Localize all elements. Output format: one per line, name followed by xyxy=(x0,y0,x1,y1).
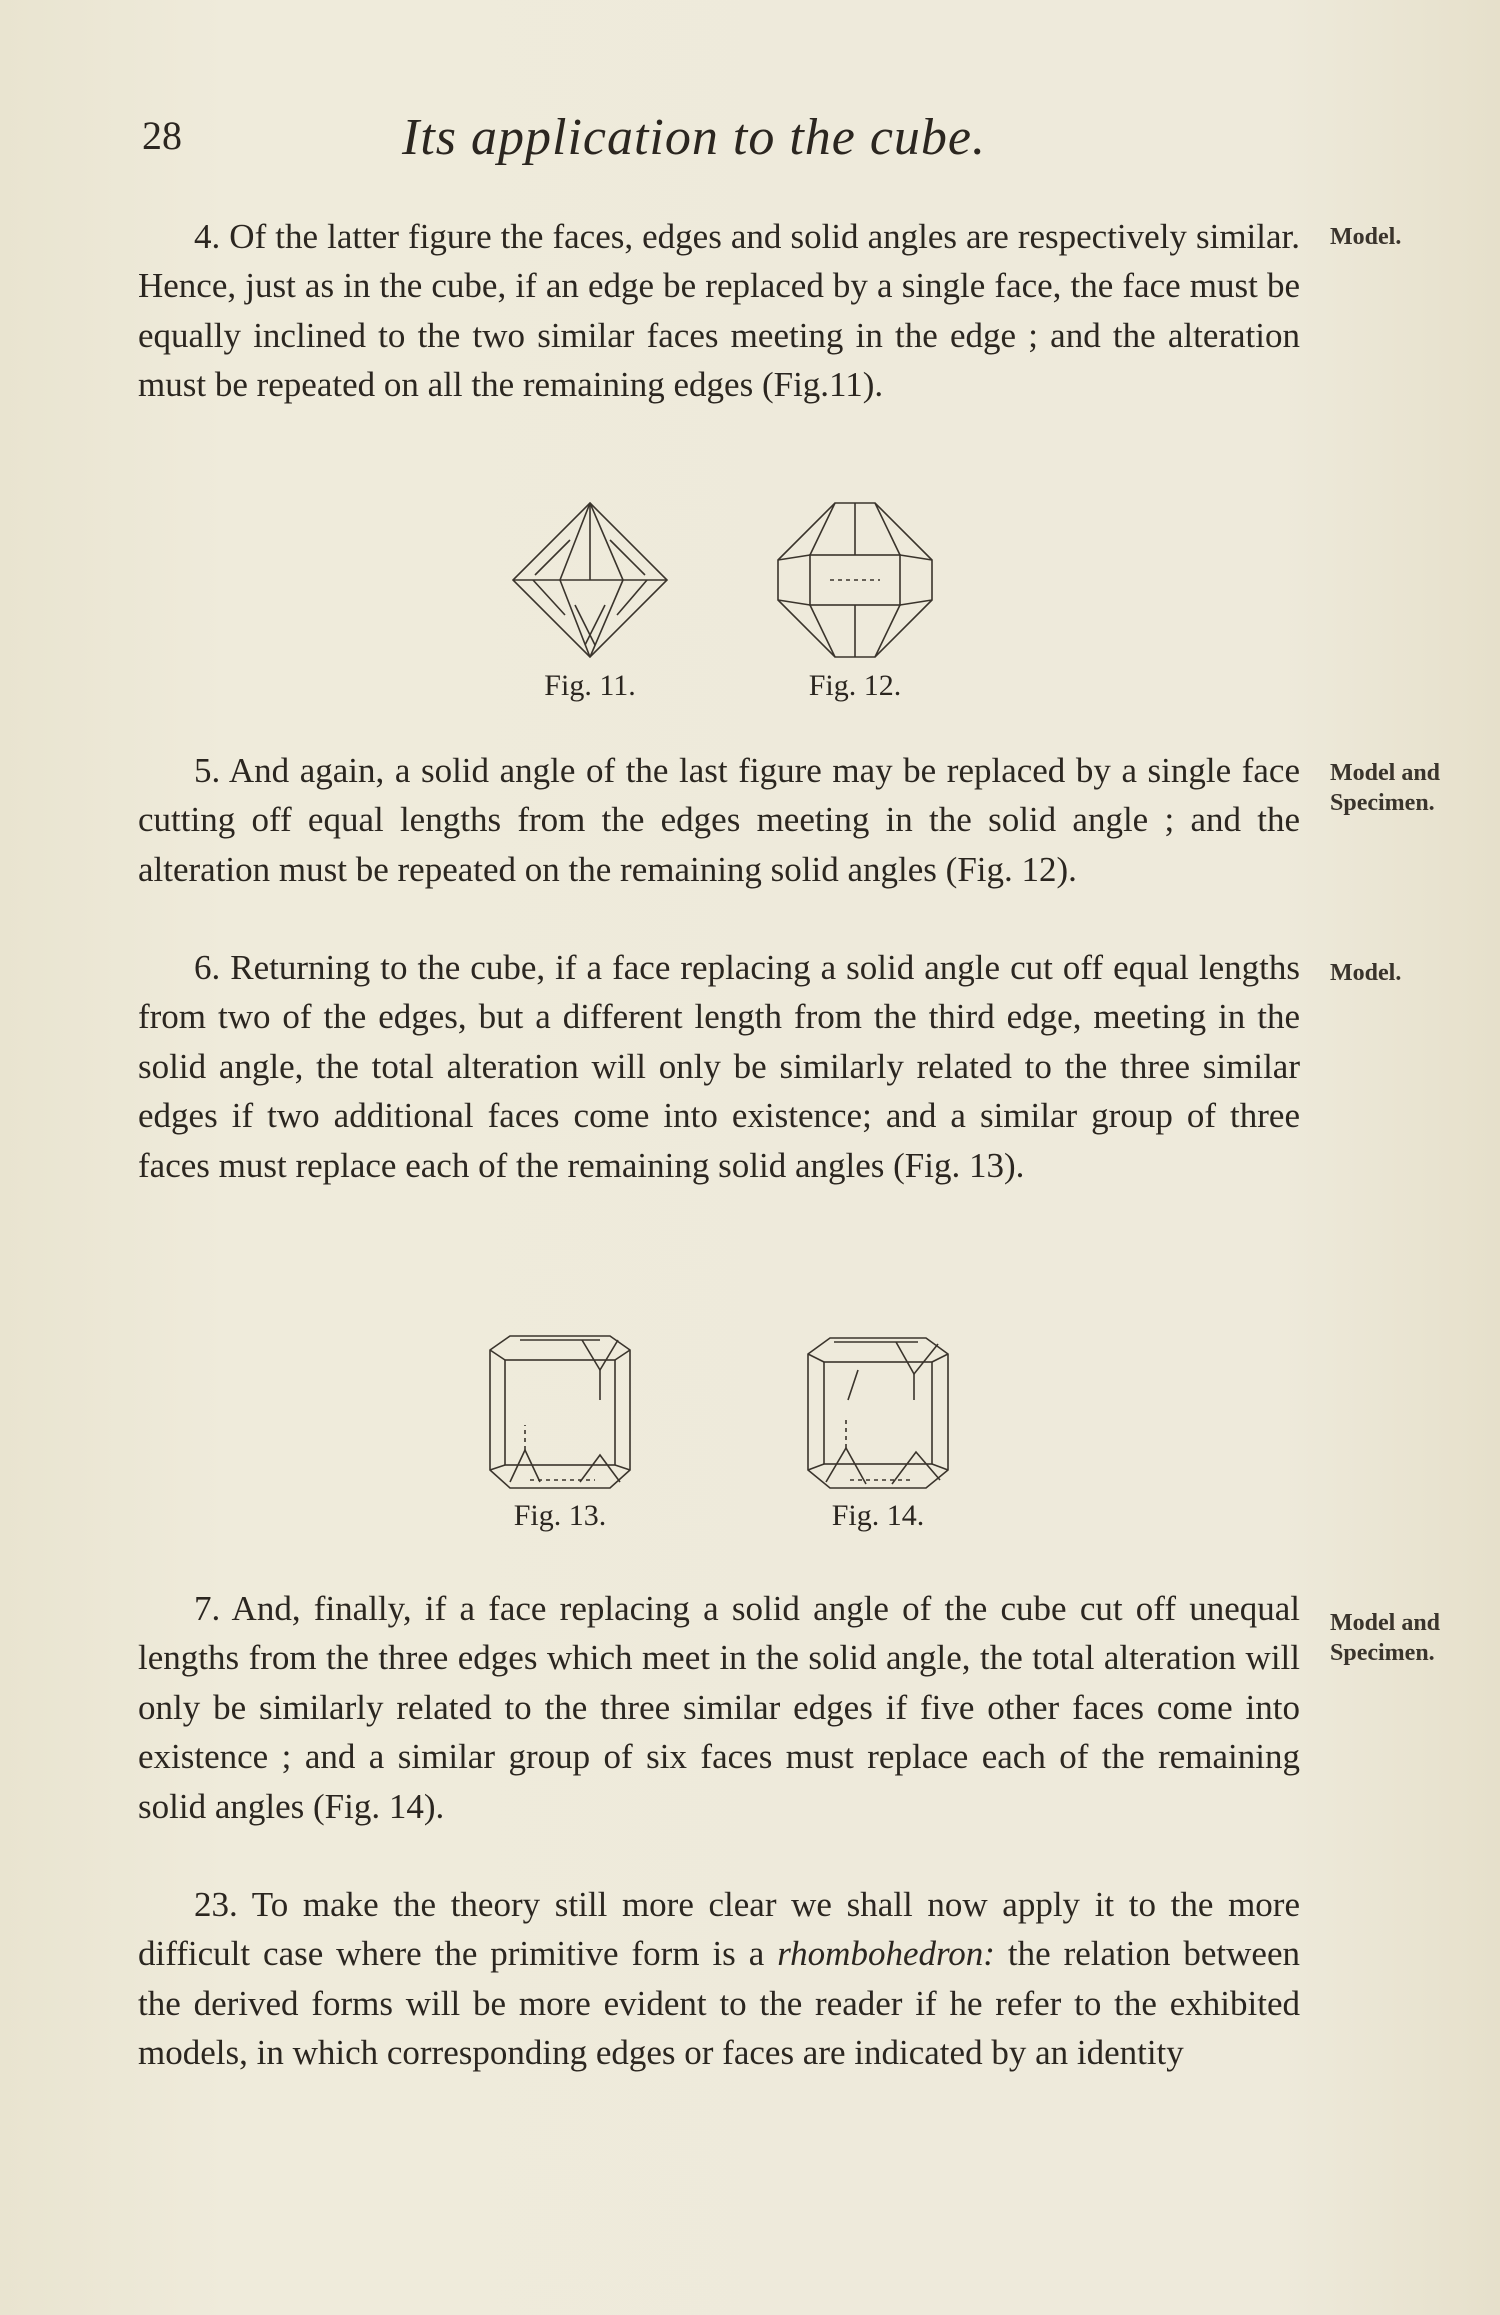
figure-14 xyxy=(788,1330,968,1533)
running-title: Its application to the cube. xyxy=(402,109,987,166)
margin-note-model-2: Model. xyxy=(1330,960,1402,986)
margin-note-line: Specimen. xyxy=(1330,790,1435,816)
paragraph-6 xyxy=(138,943,1300,1190)
paragraph-5 xyxy=(138,746,1300,894)
margin-note-line: Specimen. xyxy=(1330,1640,1435,1666)
figure-14-caption: Fig. 14. xyxy=(831,1499,925,1532)
paragraph-5-text: 5. And again, a solid angle of the last figure may be replaced by a single face cutting off equal lengths from the edges meeting in the solid angle ; and the alteration must be repeated on the remaining solid angles (Fig. 12). xyxy=(138,751,1300,889)
figure-12 xyxy=(770,495,940,703)
paragraph-6-text: 6. Returning to the cube, if a face replacing a solid angle cut off equal lengths from two of the edges, but a different length from the third edge, meeting in the solid angle, the total alteration will only be similarly related to the three similar edges if two additional faces come into existence; and a similar group of three faces must replace each of the remaining solid angles (Fig. 13). xyxy=(138,948,1300,1185)
figure-13-drawing xyxy=(470,1330,650,1495)
figure-11 xyxy=(505,495,675,703)
margin-note-model-specimen-1 xyxy=(1330,758,1490,818)
paragraph-4 xyxy=(138,212,1300,410)
margin-note-line: Model and xyxy=(1330,760,1441,786)
paragraph-23 xyxy=(138,1880,1300,2078)
figure-11-caption: Fig. 11. xyxy=(544,669,636,702)
paragraph-23-italic-term: rhombohedron: xyxy=(777,1934,995,1974)
paragraph-7 xyxy=(138,1584,1300,1831)
page-number: 28 xyxy=(142,113,182,158)
margin-note-model-1: Model. xyxy=(1330,224,1402,250)
figure-12-caption: Fig. 12. xyxy=(808,669,902,702)
figure-11-drawing xyxy=(505,495,675,665)
paragraph-4-text: 4. Of the latter figure the faces, edges and solid angles are respectively similar. Hence, just as in the cube, if an edge be replaced by a single face, the face must be equally inclined to the two similar faces meeting in the edge ; and the alteration must be repeated on all the remaining edges (Fig.11). xyxy=(138,217,1300,405)
figure-14-drawing xyxy=(788,1330,968,1495)
margin-note-model-specimen-2 xyxy=(1330,1608,1490,1668)
figure-13 xyxy=(470,1330,650,1533)
margin-note-line: Model and xyxy=(1330,1610,1441,1636)
figure-12-drawing xyxy=(770,495,940,665)
paragraph-23-text-start: 23. To make the theory still more clear we shall now apply it to the more difficult case where the primitive form is a xyxy=(138,1885,1300,1974)
paragraph-23-text-end: the relation between the derived forms will be more evident to the reader if he refer to the exhibited models, in which corresponding edges or faces are indicated by an identity xyxy=(138,1934,1300,2073)
figure-13-caption: Fig. 13. xyxy=(513,1499,607,1532)
paragraph-7-text: 7. And, finally, if a face replacing a solid angle of the cube cut off unequal lengths from the three edges which meet in the solid angle, the total alteration will only be similarly related to the three similar edges if five other faces come into existence ; and a similar group of six faces must replace each of the remaining solid angles (Fig. 14). xyxy=(138,1589,1300,1826)
page-header xyxy=(142,108,1302,178)
